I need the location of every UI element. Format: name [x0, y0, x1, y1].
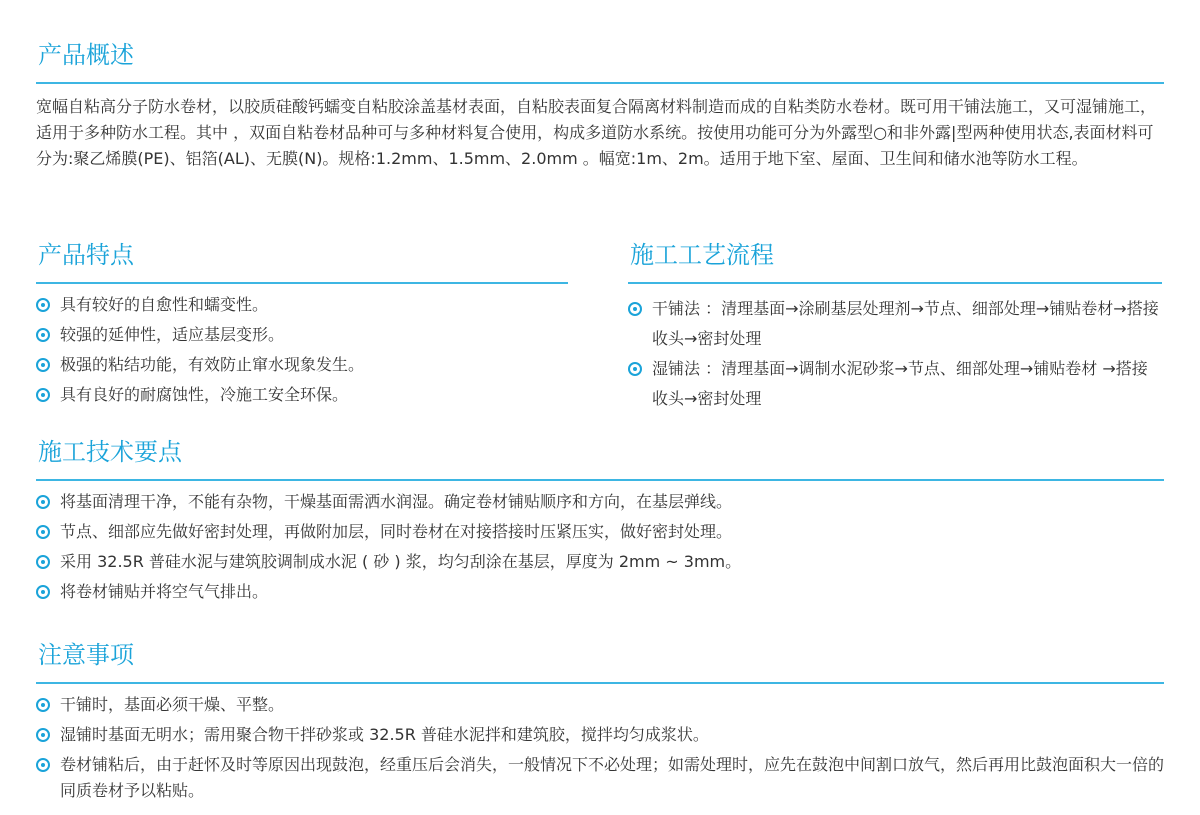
list-item: 卷材铺粘后，由于赶怀及时等原因出现鼓泡，经重压后会消失，一般情况下不必处理；如需处理时，应先在鼓泡中间割口放气，然后再用比鼓泡面积大一倍的同质卷材予以粘贴。 — [36, 752, 1164, 804]
list-item: 将卷材铺贴并将空气气排出。 — [36, 579, 1164, 605]
process-list — [628, 294, 1162, 414]
technical-title: 施工技术要点 — [38, 438, 182, 466]
double-circle-icon — [36, 555, 50, 569]
technical-section — [36, 437, 1164, 609]
double-circle-icon — [628, 362, 642, 376]
process-section — [628, 240, 1162, 414]
list-item: 具有良好的耐腐蚀性，冷施工安全环保。 — [36, 382, 568, 408]
features-title: 产品特点 — [38, 241, 134, 269]
process-divider — [628, 282, 1162, 284]
features-list — [36, 292, 568, 408]
double-circle-icon — [36, 728, 50, 742]
double-circle-icon — [36, 585, 50, 599]
overview-divider — [36, 82, 1164, 84]
process-title: 施工工艺流程 — [630, 241, 774, 269]
overview-title: 产品概述 — [38, 41, 134, 69]
technical-divider — [36, 479, 1164, 481]
notes-title: 注意事项 — [38, 641, 134, 669]
double-circle-icon — [36, 758, 50, 772]
double-circle-icon — [36, 298, 50, 312]
double-circle-icon — [36, 698, 50, 712]
list-item: 干铺法 ：清理基面→涂刷基层处理剂→节点、细部处理→铺贴卷材→搭接收头→密封处理 — [628, 294, 1162, 354]
list-item: 将基面清理干净，不能有杂物，干燥基面需洒水润湿。确定卷材铺贴顺序和方向，在基层弹线。 — [36, 489, 1164, 515]
double-circle-icon — [36, 358, 50, 372]
double-circle-icon — [36, 388, 50, 402]
list-item: 湿铺法 ：清理基面→调制水泥砂浆→节点、细部处理→铺贴卷材 →搭接收头→密封处理 — [628, 354, 1162, 414]
features-section — [36, 240, 568, 412]
features-divider — [36, 282, 568, 284]
double-circle-icon — [628, 302, 642, 316]
notes-section — [36, 640, 1164, 808]
list-item: 较强的延伸性，适应基层变形。 — [36, 322, 568, 348]
overview-body: 宽幅自粘高分子防水卷材，以胶质硅酸钙蠕变自粘胶涂盖基材表面，自粘胶表面复合隔离材料制造而成的自粘类防水卷材。既可用干铺法施工，又可湿铺施工，适用于多种防水工程。其中 ，双面自粘卷材品种可与多种材料复合使用，构成多道防水系统。按使用功能可分为外露型○和非外露|型两种使用状态,表面材料可分为:聚乙烯膜(PE)、铝箔(AL)、无膜(N)。规格:1.2mm、1.5mm、2.0mm 。幅宽:1m、2m。适用于地下室、屋面、卫生间和储水池等防水工程。 — [36, 97, 1157, 168]
overview-section — [36, 40, 1164, 172]
list-item: 湿铺时基面无明水；需用聚合物干拌砂浆或 32.5R 普硅水泥拌和建筑胶，搅拌均匀成浆状。 — [36, 722, 1164, 748]
list-item: 具有较好的自愈性和蠕变性。 — [36, 292, 568, 318]
notes-divider — [36, 682, 1164, 684]
list-item: 极强的粘结功能，有效防止窜水现象发生。 — [36, 352, 568, 378]
notes-list — [36, 692, 1164, 804]
list-item: 采用 32.5R 普硅水泥与建筑胶调制成水泥 ( 砂 ) 浆，均匀刮涂在基层，厚度为 2mm ~ 3mm。 — [36, 549, 1164, 575]
list-item: 干铺时，基面必须干燥、平整。 — [36, 692, 1164, 718]
double-circle-icon — [36, 495, 50, 509]
double-circle-icon — [36, 328, 50, 342]
list-item: 节点、细部应先做好密封处理，再做附加层，同时卷材在对接搭接时压紧压实，做好密封处理。 — [36, 519, 1164, 545]
double-circle-icon — [36, 525, 50, 539]
technical-list — [36, 489, 1164, 605]
